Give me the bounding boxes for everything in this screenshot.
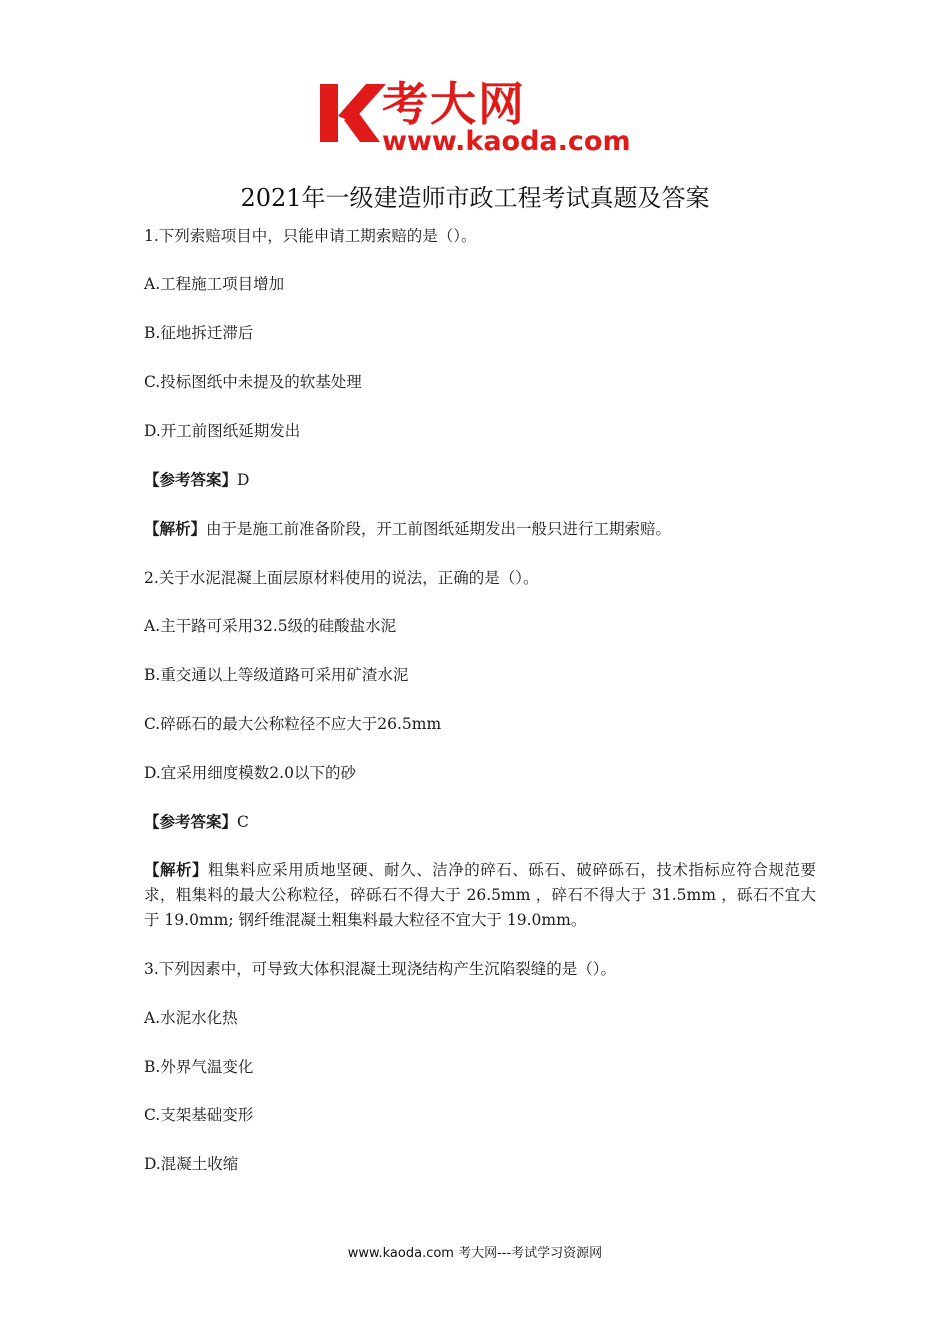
question-3-option-b: B.外界气温变化 [144, 1058, 254, 1076]
question-1-option-c: C.投标图纸中未提及的软基处理 [144, 373, 362, 391]
question-1-stem: 1.下列索赔项目中，只能申请工期索赔的是（）。 [144, 227, 477, 245]
answer-value: C [237, 813, 249, 831]
question-2-option-a: A.主干路可采用32.5级的硅酸盐水泥 [144, 617, 397, 635]
question-1-option-d: D.开工前图纸延期发出 [144, 422, 301, 440]
analysis-text: 粗集料应采用质地坚硬、耐久、洁净的碎石、砾石、破碎砾石，技术指标应符合规范要求，粗集料的最大公称粒径，碎砾石不得大于 26.5mm ，碎石不得大于 31.5mm ，砾石不宜大于 19.0mm; 钢纤维混凝土粗集料最大粒径不宜大于 19.0mm。 [144, 861, 816, 929]
k-letter-icon [318, 78, 388, 148]
question-2-option-c: C.碎砾石的最大公称粒径不应大于26.5mm [144, 715, 442, 733]
question-2-analysis [144, 858, 816, 933]
answer-label: 【参考答案】 [144, 813, 238, 831]
question-3-option-c: C.支架基础变形 [144, 1106, 254, 1124]
logo-url-text: www.kaoda.com [382, 126, 631, 157]
answer-label: 【参考答案】 [144, 471, 238, 489]
document-title: 2021年一级建造师市政工程考试真题及答案 [240, 184, 710, 212]
analysis-text: 由于是施工前准备阶段，开工前图纸延期发出一般只进行工期索赔。 [206, 520, 672, 538]
analysis-label: 【解析】 [144, 520, 207, 538]
question-2-option-b: B.重交通以上等级道路可采用矿渣水泥 [144, 666, 409, 684]
analysis-label: 【解析】 [144, 861, 209, 879]
question-2-option-d: D.宜采用细度模数2.0以下的砂 [144, 764, 356, 782]
question-3-stem: 3.下列因素中，可导致大体积混凝土现浇结构产生沉陷裂缝的是（）。 [144, 960, 617, 978]
question-1-analysis [144, 517, 816, 542]
question-1-option-a: A.工程施工项目增加 [144, 275, 285, 293]
answer-value: D [237, 471, 250, 489]
kaoda-logo [318, 78, 638, 160]
question-1-option-b: B.征地拆迁滞后 [144, 324, 254, 342]
logo-chinese-text: 考大网 [382, 77, 526, 131]
question-3-option-d: D.混凝土收缩 [144, 1155, 239, 1173]
question-2-answer [144, 810, 816, 835]
question-2-stem: 2.关于水泥混凝上面层原材料使用的说法，正确的是（）。 [144, 569, 539, 587]
question-3-option-a: A.水泥水化热 [144, 1009, 238, 1027]
question-1-answer [144, 468, 816, 493]
page-footer: www.kaoda.com 考大网---考试学习资源网 [347, 1246, 603, 1261]
